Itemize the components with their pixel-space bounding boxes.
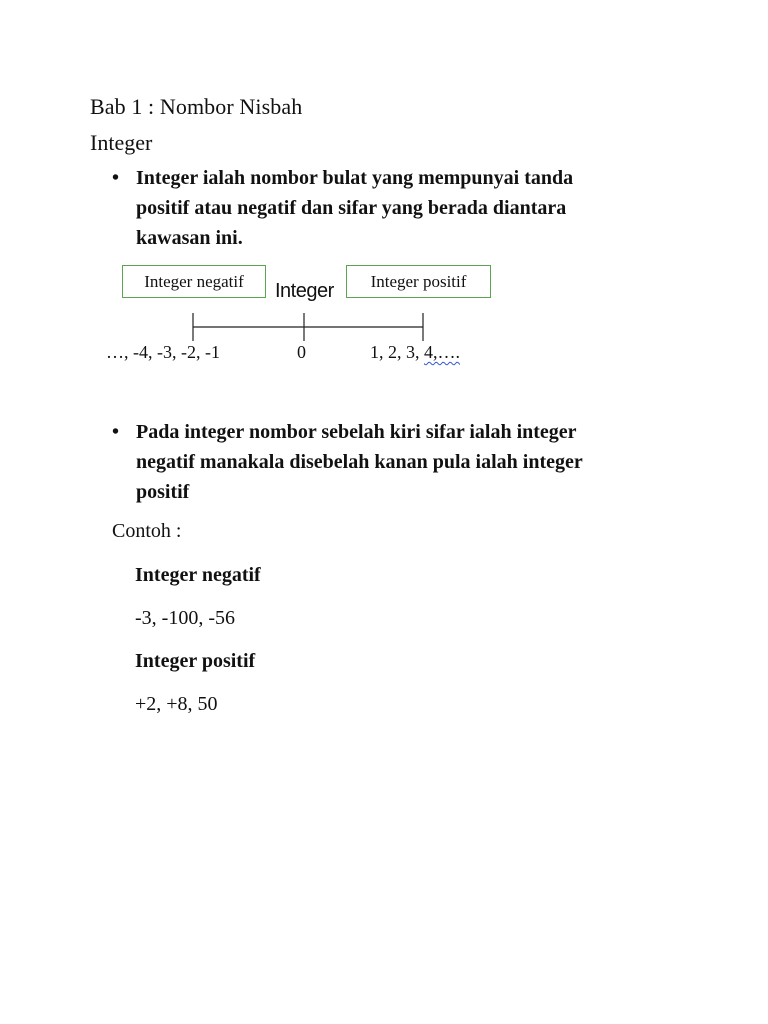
positive-integer-box-label: Integer positif — [370, 271, 467, 291]
bullet-line: Integer ialah nombor bulat yang mempunyai tanda — [136, 167, 574, 189]
section-subtitle: Integer — [90, 130, 153, 155]
bullet-line: kawasan ini. — [136, 227, 243, 249]
positive-integer-box — [346, 265, 491, 298]
bullet-line: positif — [136, 481, 190, 503]
bullet-line: positif atau negatif dan sifar yang berada diantara — [136, 197, 567, 219]
number-line-axis — [180, 305, 440, 345]
positive-example-values: +2, +8, 50 — [135, 693, 218, 715]
positive-numbers-label — [370, 342, 460, 363]
page-title: Bab 1 : Nombor Nisbah — [90, 94, 303, 119]
bullet-line: negatif manakala disebelah kanan pula ialah integer — [136, 451, 583, 473]
negative-numbers-label: …, -4, -3, -2, -1 — [106, 342, 220, 362]
bullet-icon: • — [112, 421, 120, 443]
negative-integer-box-label: Integer negatif — [144, 271, 244, 291]
bullet-icon: • — [112, 167, 120, 189]
negative-integer-box — [122, 265, 266, 298]
negative-example-heading: Integer negatif — [135, 564, 261, 586]
positive-numbers-main: 1, 2, 3, — [370, 342, 424, 362]
bullet-line: Pada integer nombor sebelah kiri sifar ialah integer — [136, 421, 577, 443]
negative-example-values: -3, -100, -56 — [135, 607, 235, 629]
examples-label: Contoh : — [112, 520, 182, 542]
zero-label: 0 — [297, 342, 306, 362]
positive-example-heading: Integer positif — [135, 650, 256, 672]
integer-center-label: Integer — [275, 280, 334, 302]
positive-numbers-tail: 4,…. — [424, 342, 460, 362]
